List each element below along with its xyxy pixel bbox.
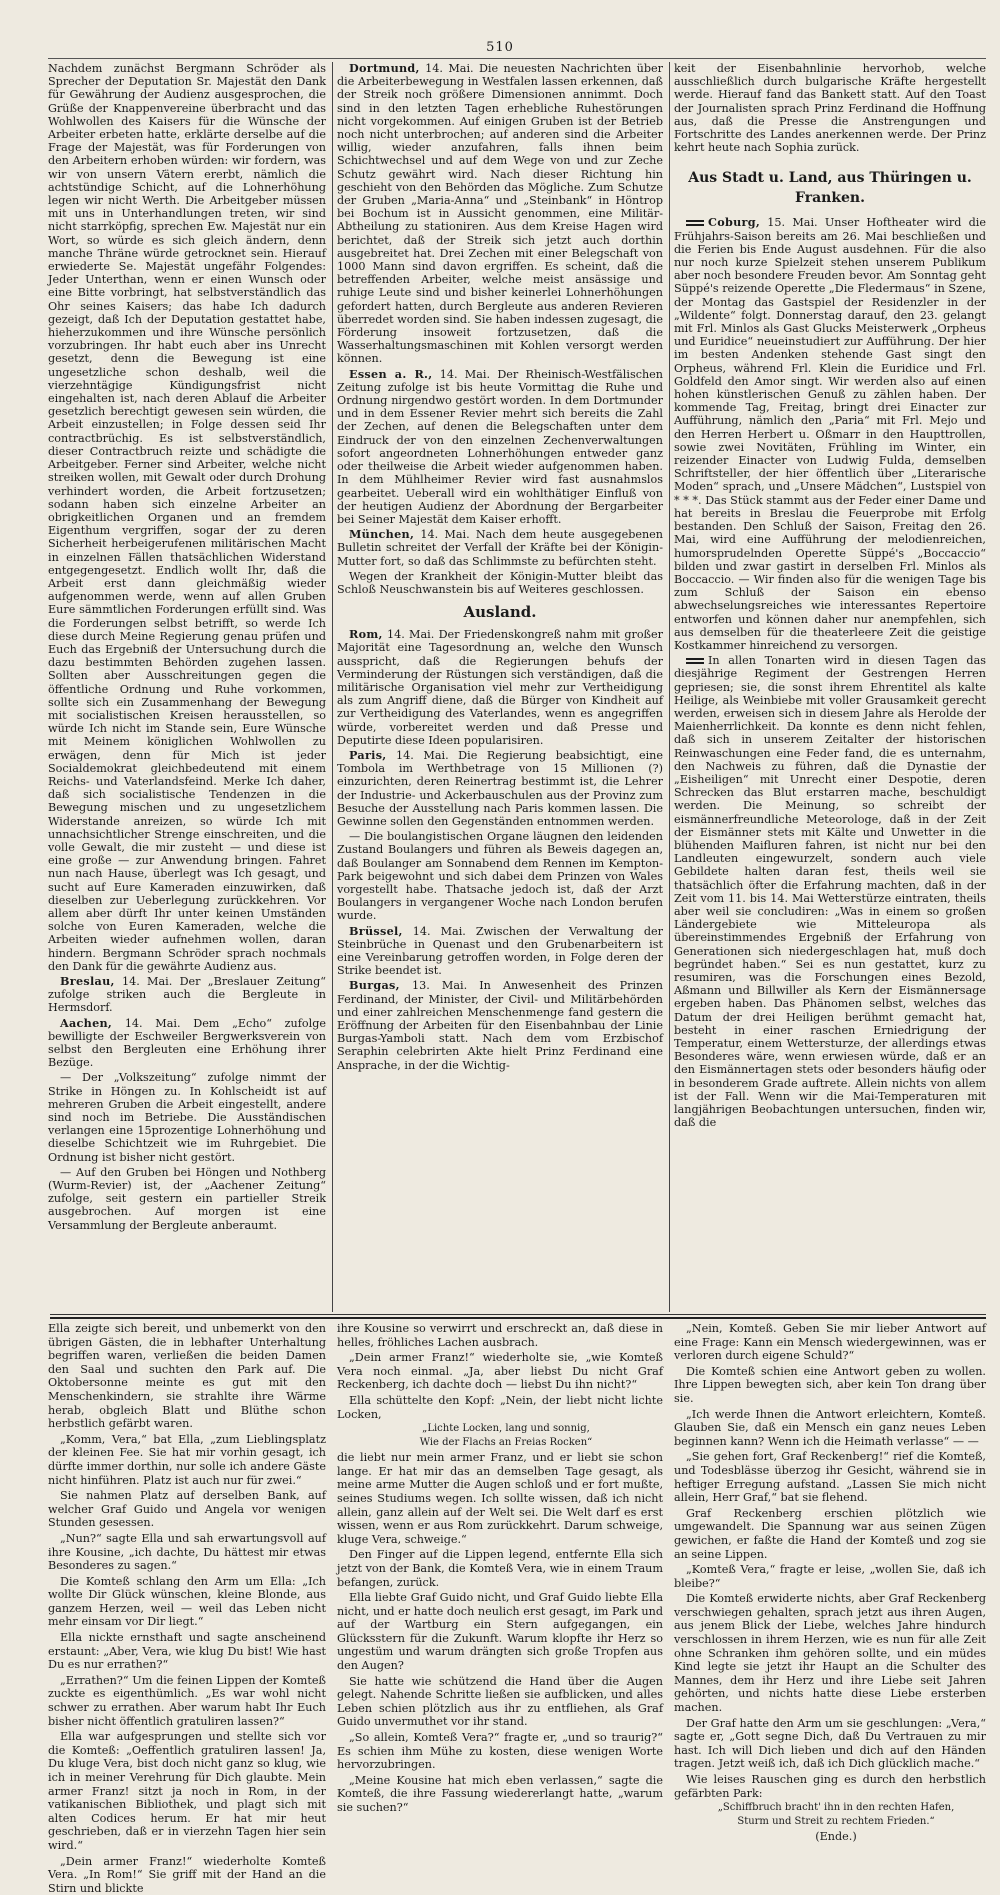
story-paragraph: „Nein, Komteß. Geben Sie mir lieber Antwort auf eine Frage: Kann ein Mensch wiedergewinnen, was er verloren durch eigene Schuld?“ [674,1322,986,1363]
story-paragraph: Ella war aufgesprungen und stellte sich vor die Komteß: „Oeffentlich gratuliren lassen! Ja, Du kluge Vera, bist doch nicht ganz so klug, wie ich in meiner Verehrung für Dich glaubte. Mein armer Franz! sitzt ja noch in Rom, in der vatikanischen Bibliothek, und plagt sich mit alten Codices herum. Er hat mir heut geschrieben, daß er in vierzehn Tagen hier sein wird.“ [48,1730,326,1852]
story-paragraph: Die Komteß schien eine Antwort geben zu wollen. Ihre Lippen bewegten sich, aber kein Ton drang über sie. [674,1364,986,1405]
story-paragraph: Sie hatte wie schützend die Hand über die Augen gelegt. Nahende Schritte ließen sie aufblicken, und alles Leben schien plötzlich aus ihr zu entfliehen, als Graf Guido unvermuthet vor ihr stand. [337,1674,663,1729]
verse-line: Wie der Flachs an Freias Rocken“ [419,1437,593,1449]
article-paragraph [674,654,986,1129]
dispatch [337,528,663,568]
story-paragraph: „Ich werde Ihnen die Antwort erleichtern, Komteß. Glauben Sie, daß ein Mensch ein ganz neues Leben beginnen kann? Wenn ich die Heimath verlasse“ — — [674,1407,986,1448]
story-paragraph: „Dein armer Franz!“ wiederholte sie, „wie Komteß Vera noch einmal. „Ja, aber liebst Du nicht Graf Reckenberg, ich dachte doch — liebst Du ihn nicht?“ [337,1351,663,1392]
dispatch-text: 14. Mai. Der „Breslauer Zeitung“ zufolge striken auch die Bergleute in Hermsdorf. [48,975,326,1015]
dateline: München, [349,527,415,542]
story-paragraph: Den Finger auf die Lippen legend, entfernte Ella sich jetzt von der Bank, die Komteß Vera, wie in einem Traum befangen, zurück. [337,1548,663,1589]
article-paragraph: Wegen der Krankheit der Königin-Mutter bleibt das Schloß Neuschwanstein bis auf Weiteres geschlossen. [337,569,663,596]
story-paragraph: „Errathen?“ Um die feinen Lippen der Komteß zuckte es eigenthümlich. „Es war wohl nicht schwer zu errathen. Aber warum habt Ihr Euch bisher nicht öffentlich gratuliren lassen?“ [48,1673,326,1728]
dispatch-text: 13. Mai. In Anwesenheit des Prinzen Ferdinand, der Minister, der Civil- und Militärbehörden und einer zahlreichen Menschenmenge fand gestern die Eröffnung der Arbeiten für den Eisenbahnbau der Linie Burgas-Yamboli statt. Nach dem vom Erzbischof Seraphin celebrirten Akte hielt Prinz Ferdinand eine Ansprache, in der die Wichtig- [337,979,663,1072]
story-paragraph: Ella nickte ernsthaft und sagte anscheinend erstaunt: „Aber, Vera, wie klug Du bist! Wie hast Du es nur errathen?“ [48,1631,326,1672]
dispatch-text: 14. Mai. Zwischen der Verwaltung der Steinbrüche in Quenast und den Grubenarbeitern ist eine Vereinbarung getroffen worden, in Folge deren der Strike beendet ist. [337,924,663,978]
dispatch [337,628,663,747]
dispatch-text: 14. Mai. Der Friedenskongreß nahm mit großer Majorität eine Tagesordnung an, welche den Wunsch ausspricht, daß die Regierungen behufs der Verminderung der Rüstungen sich verständigen, daß die militärische Organisation viel mehr zur Vertheidigung als zum Angriff diene, daß die Bürger von Kindheit auf zur Vertheidigung des Vaterlandes, wenn es angegriffen würde, vorbereitet werden und daß Presse und Deputirte diese Ideen popularisiren. [337,628,664,747]
verse-line: Sturm und Streit zu rechtem Frieden.“ [737,1816,935,1828]
dateline: Paris, [349,747,387,762]
dispatch [337,979,663,1071]
news-column-1 [48,62,326,1312]
verse-line: „Lichte Locken, lang und sonnig, [422,1423,590,1435]
column-divider [669,62,670,1312]
story-paragraph: Sie nahmen Platz auf derselben Bank, auf welcher Graf Guido und Angela vor wenigen Stunden gesessen. [48,1489,326,1530]
section-marker-icon [686,220,704,226]
story-paragraph: Graf Reckenberg erschien plötzlich wie umgewandelt. Die Spannung war aus seinen Zügen gewichen, er faßte die Hand der Komteß und zog sie an seine Lippen. [674,1506,986,1561]
story-paragraph: ihre Kousine so verwirrt und erschreckt an, daß diese in helles, fröhliches Lachen ausbrach. [337,1322,663,1349]
story-paragraph: „Komteß Vera,“ fragte er leise, „wollen Sie, daß ich bleibe?“ [674,1563,986,1590]
story-paragraph: Die Komteß erwiderte nichts, aber Graf Reckenberg verschwiegen gehalten, sprach jetzt aus ihren Augen, aus jenem Blick der Liebe, welches Jahre hindurch verschlossen in ihrem Herzen, wie es nun für alle Zeit ohne Schranken ihm gehören sollte, und ein müdes Kind legte sie jetzt ihr Haupt an die Schulter des Mannes, dem ihr Herz und ihre Liebe seit Jahren gehörten, und nichts hatte diese Liebe ersterben machen. [674,1592,986,1715]
news-column-3 [674,62,986,1312]
dispatch-text: 14. Mai. Der Rheinisch-Westfälischen Zeitung zufolge ist bis heute Vormittag die Ruhe und Ordnung nirgendwo gestört worden. In dem Dortmunder und in dem Essener Revier mehrt sich bereits die Zahl der Zechen, auf denen die Belegschaften unter dem Eindruck der von den einzelnen Zechenverwaltungen sofort angeordneten Lohnerhöhungen entweder ganz oder theilweise die Arbeit wieder aufgenommen haben. In dem Mühlheimer Revier wird fast ausnahmslos gearbeitet. Ueberall wird ein wohlthätiger Einfluß von der heutigen Audienz der Abordnung der Bergarbeiter bei Seiner Majestät dem Kaiser erhofft. [337,367,663,526]
feuilleton-column-3 [674,1322,986,1844]
story-paragraph: Der Graf hatte den Arm um sie geschlungen: „Vera,“ sagte er, „Gott segne Dich, daß Du Vertrauen zu mir hast. Ich will Dich lieben und dich auf den Händen tragen. Jetzt weiß ich, daß ich Dich glücklich mache.“ [674,1716,986,1771]
story-paragraph: Ella liebte Graf Guido nicht, und Graf Guido liebte Ella nicht, und er hatte doch neulich erst gesagt, im Park und auf der Wartburg ein Stern aufgegangen, ein Glücksstern für die Zukunft. Warum klopfte ihr Herz so ungestüm und warum drängten sich große Tropfen aus den Augen? [337,1591,663,1673]
section-heading: Aus Stadt u. Land, aus Thüringen u. Franken. [688,170,972,207]
dateline: Dortmund, [349,61,420,75]
story-paragraph: die liebt nur mein armer Franz, und er liebt sie schon lange. Er hat mir das an demselben Tage gesagt, als meine arme Mutter die Augen schloß und er fort mußte, seines Studiums wegen. Ich sollte wissen, daß ich nicht allein, ganz allein auf der Welt sei. Die Welt darf es erst wissen, wenn er aus Rom zurückkehrt. Darum schweige, kluge Vera, schweige.“ [337,1451,663,1546]
dispatch [337,62,663,366]
dateline: Coburg, [708,215,761,230]
article-paragraph: keit der Eisenbahnlinie hervorhob, welche ausschließlich durch bulgarische Kräfte hergestellt werde. Hierauf fand das Bankett statt. Auf den Toast der Journalisten sprach Prinz Ferdinand die Hoffnung aus, daß die Presse die Anstrengungen und Fortschritte des Landes anerkennen werde. Der Prinz kehrt heute nach Sophia zurück. [674,62,986,155]
story-paragraph: „Nun?“ sagte Ella und sah erwartungsvoll auf ihre Kousine, „ich dachte, Du hättest mir etwas Besonderes zu sagen.“ [48,1531,326,1573]
feuilleton-rule [50,1317,986,1319]
story-paragraph: Ella zeigte sich bereit, und unbemerkt von den übrigen Gästen, die in lebhafter Unterhaltung begriffen waren, verließen die beiden Damen den Saal und suchten den Park auf. Die Oktobersonne meinte es gut mit den Menschenkindern, sie strahlte ihre Wärme herab, obgleich Blatt und Blüthe schon herbstlich gefärbt waren. [48,1322,326,1431]
article-paragraph: — Der „Volkszeitung“ zufolge nimmt der Strike in Höngen zu. In Kohlscheidt ist auf mehreren Gruben die Arbeit eingestellt, andere sind noch im Betriebe. Die Ausständischen verlangen eine 15prozentige Lohnerhöhung und dieselbe Schichtzeit wie im Ruhrgebiet. Die Ordnung ist bisher nicht gestört. [48,1071,326,1164]
article-paragraph: — Die boulangistischen Organe läugnen den leidenden Zustand Boulangers und führen als Beweis dagegen an, daß Boulanger am Sonnabend dem Rennen im Kempton-Park beigewohnt und sich dabei dem Prinzen von Wales vorgestellt habe. Thatsache jedoch ist, daß der Arzt Boulangers in vergangener Woche nach London berufen wurde. [337,830,663,923]
story-paragraph: „Dein armer Franz!“ wiederholte Komteß Vera. „In Rom!“ Sie griff mit der Hand an die Stirn und blickte [48,1854,326,1895]
story-paragraph: „Sie gehen fort, Graf Reckenberg!“ rief die Komteß, und Todesblässe überzog ihr Gesicht, während sie in heftiger Erregung aufstand. „Lassen Sie mich nicht allein, Herr Graf,“ bat sie flehend. [674,1450,986,1505]
dispatch [48,975,326,1015]
page-number: 510 [486,40,514,55]
dispatch [337,368,663,526]
article-paragraph: — Auf den Gruben bei Höngen und Nothberg (Wurm-Revier) ist, der „Aachener Zeitung“ zufolge, seit gestern ein partieller Streik ausgebrochen. Auf morgen ist eine Versammlung der Bergleute anberaumt. [48,1165,326,1232]
feuilleton-column-2 [337,1322,663,1814]
dispatch-text: 14. Mai. Dem „Echo“ zufolge bewilligte der Eschweiler Bergwerksverein von selbst den Bergleuten eine Erhöhung ihrer Bezüge. [48,1016,326,1070]
section-marker-icon [686,658,704,664]
dispatch [337,925,663,978]
story-paragraph: „So allein, Komteß Vera?“ fragte er, „und so traurig?“ Es schien ihm Mühe zu kosten, diese wenigen Worte hervorzubringen. [337,1731,663,1772]
verse-line: „Schiffbruch bracht' ihn in den rechten Hafen, [717,1802,955,1814]
dispatch [48,1017,326,1070]
dateline: Aachen, [60,1015,113,1030]
dateline: Brüssel, [349,923,403,938]
dispatch [674,216,986,652]
dispatch-text: 14. Mai. Die neuesten Nachrichten über die Arbeiterbewegung in Westfalen lassen erkennen, daß der Streik noch größere Dimensionen annimmt. Doch sind in den letzten Tagen erhebliche Ruhestörungen nicht vorgekommen. Auf einigen Gruben ist der Betrieb noch nicht unterbrochen; auf anderen sind die Arbeiter willig, wieder anzufahren, falls ihnen beim Schichtwechsel und auf dem Wege von und zur Zeche Schutz gewährt wird. Nach dieser Richtung hin geschieht von den Behörden das Mögliche. Zum Schutze der Gruben „Maria-Anna“ und „Steinbank“ in Höntrop bei Bochum ist in Aussicht genommen, eine Militär-Abtheilung zu stationiren. Aus dem Kreise Hagen wird berichtet, daß der Streik sich jetzt auch dorthin ausgebreitet hat. Drei Zechen mit einer Belegschaft von 1000 Mann sind davon ergriffen. Es scheint, daß die betreffenden Arbeiter, welche meist ansässige und ruhige Leute sind und bisher keinerlei Lohnerhöhungen gefordert hatten, durch Bergleute aus anderen Revieren überredet worden sind. Sie haben indessen zugesagt, die Förderung insoweit fortzusetzen, daß die Wasserhaltungsmaschinen mit Kohlen versorgt werden können. [337,62,663,366]
story-paragraph: Die Komteß schlang den Arm um Ella: „Ich wollte Dir Glück wünschen, kleine Blonde, aus ganzem Herzen, weil — weil das Leben nicht mehr einsam vor Dir liegt.“ [48,1574,326,1629]
feuilleton-rule [50,1314,986,1315]
story-paragraph: Wie leises Rauschen ging es durch den herbstlich gefärbten Park: [674,1773,986,1800]
article-paragraph: Nachdem zunächst Bergmann Schröder als Sprecher der Deputation Sr. Majestät den Dank für Gewährung der Audienz ausgesprochen, die Grüße der Knappenvereine überbracht und das Wohlwollen des Kaisers für die Wünsche der Arbeiter erbeten hatte, erklärte derselbe auf die Frage der Majestät, was für Forderungen von den Arbeitern erhoben würden: wir fordern, was wir von unsern Vätern ererbt, nämlich die achtstündige Schicht, auf die Lohnerhöhung legen wir nicht Werth. Die Arbeitgeber müssen mit uns in Unterhandlungen treten, wir sind nicht starrköpfig, sprechen Ew. Majestät nur ein Wort, so würde es sich gleich ändern, denn manche Thräne würde getrocknet sein. Hierauf erwiederte Se. Majestät ungefähr Folgendes: Jeder Unterthan, wenn er einen Wunsch oder eine Bitte vorbringt, hat selbstverständlich das Ohr seines Kaisers; das habe Ich dadurch gezeigt, daß Ich der Deputation gestattet habe, hieherzukommen und ihre Wünsche persönlich vorzubringen. Ihr habt euch aber ins Unrecht gesetzt, denn die Bewegung ist eine ungesetzliche schon deshalb, weil die vierzehntägige Kündigungsfrist nicht eingehalten ist, nach deren Ablauf die Arbeiter gesetzlich berechtigt gewesen sein würden, die Arbeit einzustellen; in Folge dessen seid Ihr contractbrüchig. Es ist selbstverständlich, dieser Contractbruch reizte und schädigte die Arbeitgeber. Ferner sind Arbeiter, welche nicht streiken wollen, mit Gewalt oder durch Drohung verhindert worden, die Arbeit fortzusetzen; sodann haben sich einzelne Arbeiter an obrigkeitlichen Organen und an fremdem Eigenthum vergriffen, sogar der zu deren Sicherheit herbeigerufenen militärischen Macht in einzelnen Fällen thatsächlichen Widerstand entgegengesetzt. Endlich wollt Ihr, daß die Arbeit erst dann gleichmäßig wieder aufgenommen werde, wenn auf allen Gruben Eure sämmtlichen Forderungen erfüllt sind. Was die Forderungen selbst betrifft, so werde Ich diese durch Meine Regierung genau prüfen und Euch das Ergebniß der Untersuchung durch die dazu bestimmten Behörden zugehen lassen. Sollten aber Ausschreitungen gegen die öffentliche Ordnung und Ruhe vorkommen, sollte sich ein Zusammenhang der Bewegung mit socialistischen Kreisen herausstellen, so würde Ich nicht im Stande sein, Eure Wünsche mit Meinem königlichen Wohlwollen zu erwägen, denn für Mich ist jeder Socialdemokrat gleichbedeutend mit einem Reichs- und Vaterlandsfeind. Merke Ich daher, daß sich socialistische Tendenzen in die Bewegung mischen und zu ungesetzlichem Widerstande anreizen, so würde Ich mit unnachsichtlicher Strenge einschreiten, und die volle Gewalt, die mir zusteht — und diese ist eine große — zur Anwendung bringen. Fahret nun nach Hause, überlegt was Ich gesagt, und sucht auf Eure Kameraden einzuwirken, daß dieselben zur Ueberlegung zurückkehren. Vor allem aber dürft Ihr unter keinen Umständen solche von Euren Kameraden, welche die Arbeiten wieder aufnehmen wollen, daran hindern. Bergmann Schröder sprach nochmals den Dank für die gewährte Audienz aus. [48,62,326,973]
column-divider [332,62,333,1312]
dispatch-text: 15. Mai. Unser Hoftheater wird die Frühjahrs-Saison bereits am 26. Mai beschließen und die Ferien bis Ende August ausdehnen. Für die also nur noch kurze Spielzeit stehen unserem Publikum aber noch besondere Freuden bevor. Am Sonntag geht Süppé's reizende Operette „Die Fledermaus“ in Szene, der Montag das Gastspiel der Residenzler in der „Wildente“ folgt. Donnerstag darauf, den 23. gelangt mit Frl. Minlos als Gast Glucks Meisterwerk „Orpheus und Euridice“ neueinstudiert zur Aufführung. Der hier im besten Andenken stehende Gast singt den Orpheus, während Frl. Klein die Euridice und Frl. Goldfeld den Amor singt. Wir werden also auf einen hohen künstlerischen Genuß zu zählen haben. Der kommende Tag, Freitag, bringt drei Einacter zur Aufführung, nämlich den „Paria“ mit Frl. Mejo und den Herren Herbert u. Oßmarr in den Haupttrollen, sowie zwei Novitäten, Frühling im Winter, ein reizender Einacter von Ludwig Fulda, demselben Schriftsteller, der hier öffentlich über „Literarische Moden“ sprach, und „Unsere Mädchen“, Lustspiel von * * *. Das Stück stammt aus der Feder einer Dame und hat bereits in Breslau die Feuerprobe mit Erfolg bestanden. Den Schluß der Saison, Freitag den 26. Mai, wird eine Aufführung der melodienreichen, humorsprudelnden Operette Süppé's „Boccaccio“ bilden und zwar gastirt in derselben Frl. Minlos als Boccaccio. — Wir finden also für die wenigen Tage bis zum Schluß der Saison ein ebenso abwechselungsreiches wie interessantes Repertoire entworfen und können daher nur anempfehlen, sich aus demselben für die theaterleere Zeit die geistige Kostkammer hinreichend zu versorgen. [674,216,986,652]
news-column-2 [337,62,663,1312]
dispatch [337,749,663,828]
dateline: Rom, [349,627,383,642]
dateline: Breslau, [60,974,115,989]
story-paragraph: „Komm, Vera,“ bat Ella, „zum Lieblingsplatz der kleinen Fee. Sie hat mir vorhin gesagt, ich dürfte immer dorthin, nur solle ich andere Gäste nicht hinführen. Platz ist auch nur für zwei.“ [48,1432,326,1487]
header-rule [48,58,986,59]
feuilleton-column-1 [48,1322,326,1895]
dateline: Burgas, [349,978,400,993]
end-marker: (Ende.) [815,1830,857,1844]
dispatch-text: 14. Mai. Die Regierung beabsichtigt, eine Tombola im Werthbetrage von 15 Millionen (?) einzurichten, deren Reinertrag bestimmt ist, die Lehrer der Industrie- und Ackerbauschulen aus der Provinz zum Besuche der Ausstellung nach Paris kommen lassen. Die Gewinne sollen den Gegenständen entnommen werden. [337,748,663,828]
dispatch-text: 14. Mai. Nach dem heute ausgegebenen Bulletin schreitet der Verfall der Kräfte bei der Königin-Mutter fort, so daß das Schlimmste zu befürchten steht. [337,528,664,568]
dateline: Essen a. R., [349,366,433,381]
story-paragraph: „Meine Kousine hat mich eben verlassen,“ sagte die Komteß, die ihre Fassung wiedererlangt hatte, „warum sie suchen?“ [337,1773,663,1814]
section-heading: Ausland. [463,603,537,622]
story-paragraph: Ella schüttelte den Kopf: „Nein, der liebt nicht lichte Locken, [337,1393,663,1421]
paragraph-text: In allen Tonarten wird in diesen Tagen das diesjährige Regiment der Gestrengen Herren gepriesen; sie, die sonst ihrem Ehrentitel als kalte Heilige, als Weinbiebe mit voller Grausamkeit gerecht werden, erweisen sich in diesem Jahre als Herolde der Maienherrlichkeit. Da konnte es denn nicht fehlen, daß sich in unserem Zeitalter der historischen Reinwaschungen eine Feder fand, die es unternahm, den Nachweis zu führen, daß die Dynastie der „Eisheiligen“ mit Unrecht einer Despotie, deren Schrecken das Blut erstarren mache, beschuldigt werden. Die Meinung, so schreibt der eismännerfreundliche Meteorologe, daß in der Zeit der Eismänner stets mit Kälte und Unwetter in die blühenden Maifluren fahren, ist nicht nur bei den Landleuten eingewurzelt, sondern auch viele Gebildete halten daran fest, theils weil sie thatsächlich öfter die Erfahrung machten, daß in der Zeit vom 11. bis 14. Mai Wetterstürze eintraten, theils aber weil sie concludiren: „Was in einem so großen Ländergebiete wie Mitteleuropa als übereinstimmendes Ergebniß der Erfahrung von Generationen sich niedergeschlagen hat, muß doch begründet haben.“ Sei es nun gestattet, kurz zu resumiren, was die Forschungen eines Bezold, Aßmann und Billwiller als Kern der Eismännersage ergeben haben. Das Phänomen selbst, welches das Datum der drei Heiligen berühmt gemacht hat, besteht in einer raschen Erniedrigung der Temperatur, einem Wettersturze, der allerdings etwas Besonderes wäre, wenn erwiesen würde, daß er an den Eismännertagen stets oder besonders häufig oder in besonderem Grade auftrete. Allein nichts von allem ist der Fall. Wenn wir die Mai-Temperaturen mit langjährigen Beobachtungen untersuchen, finden wir, daß die [674,654,986,1130]
